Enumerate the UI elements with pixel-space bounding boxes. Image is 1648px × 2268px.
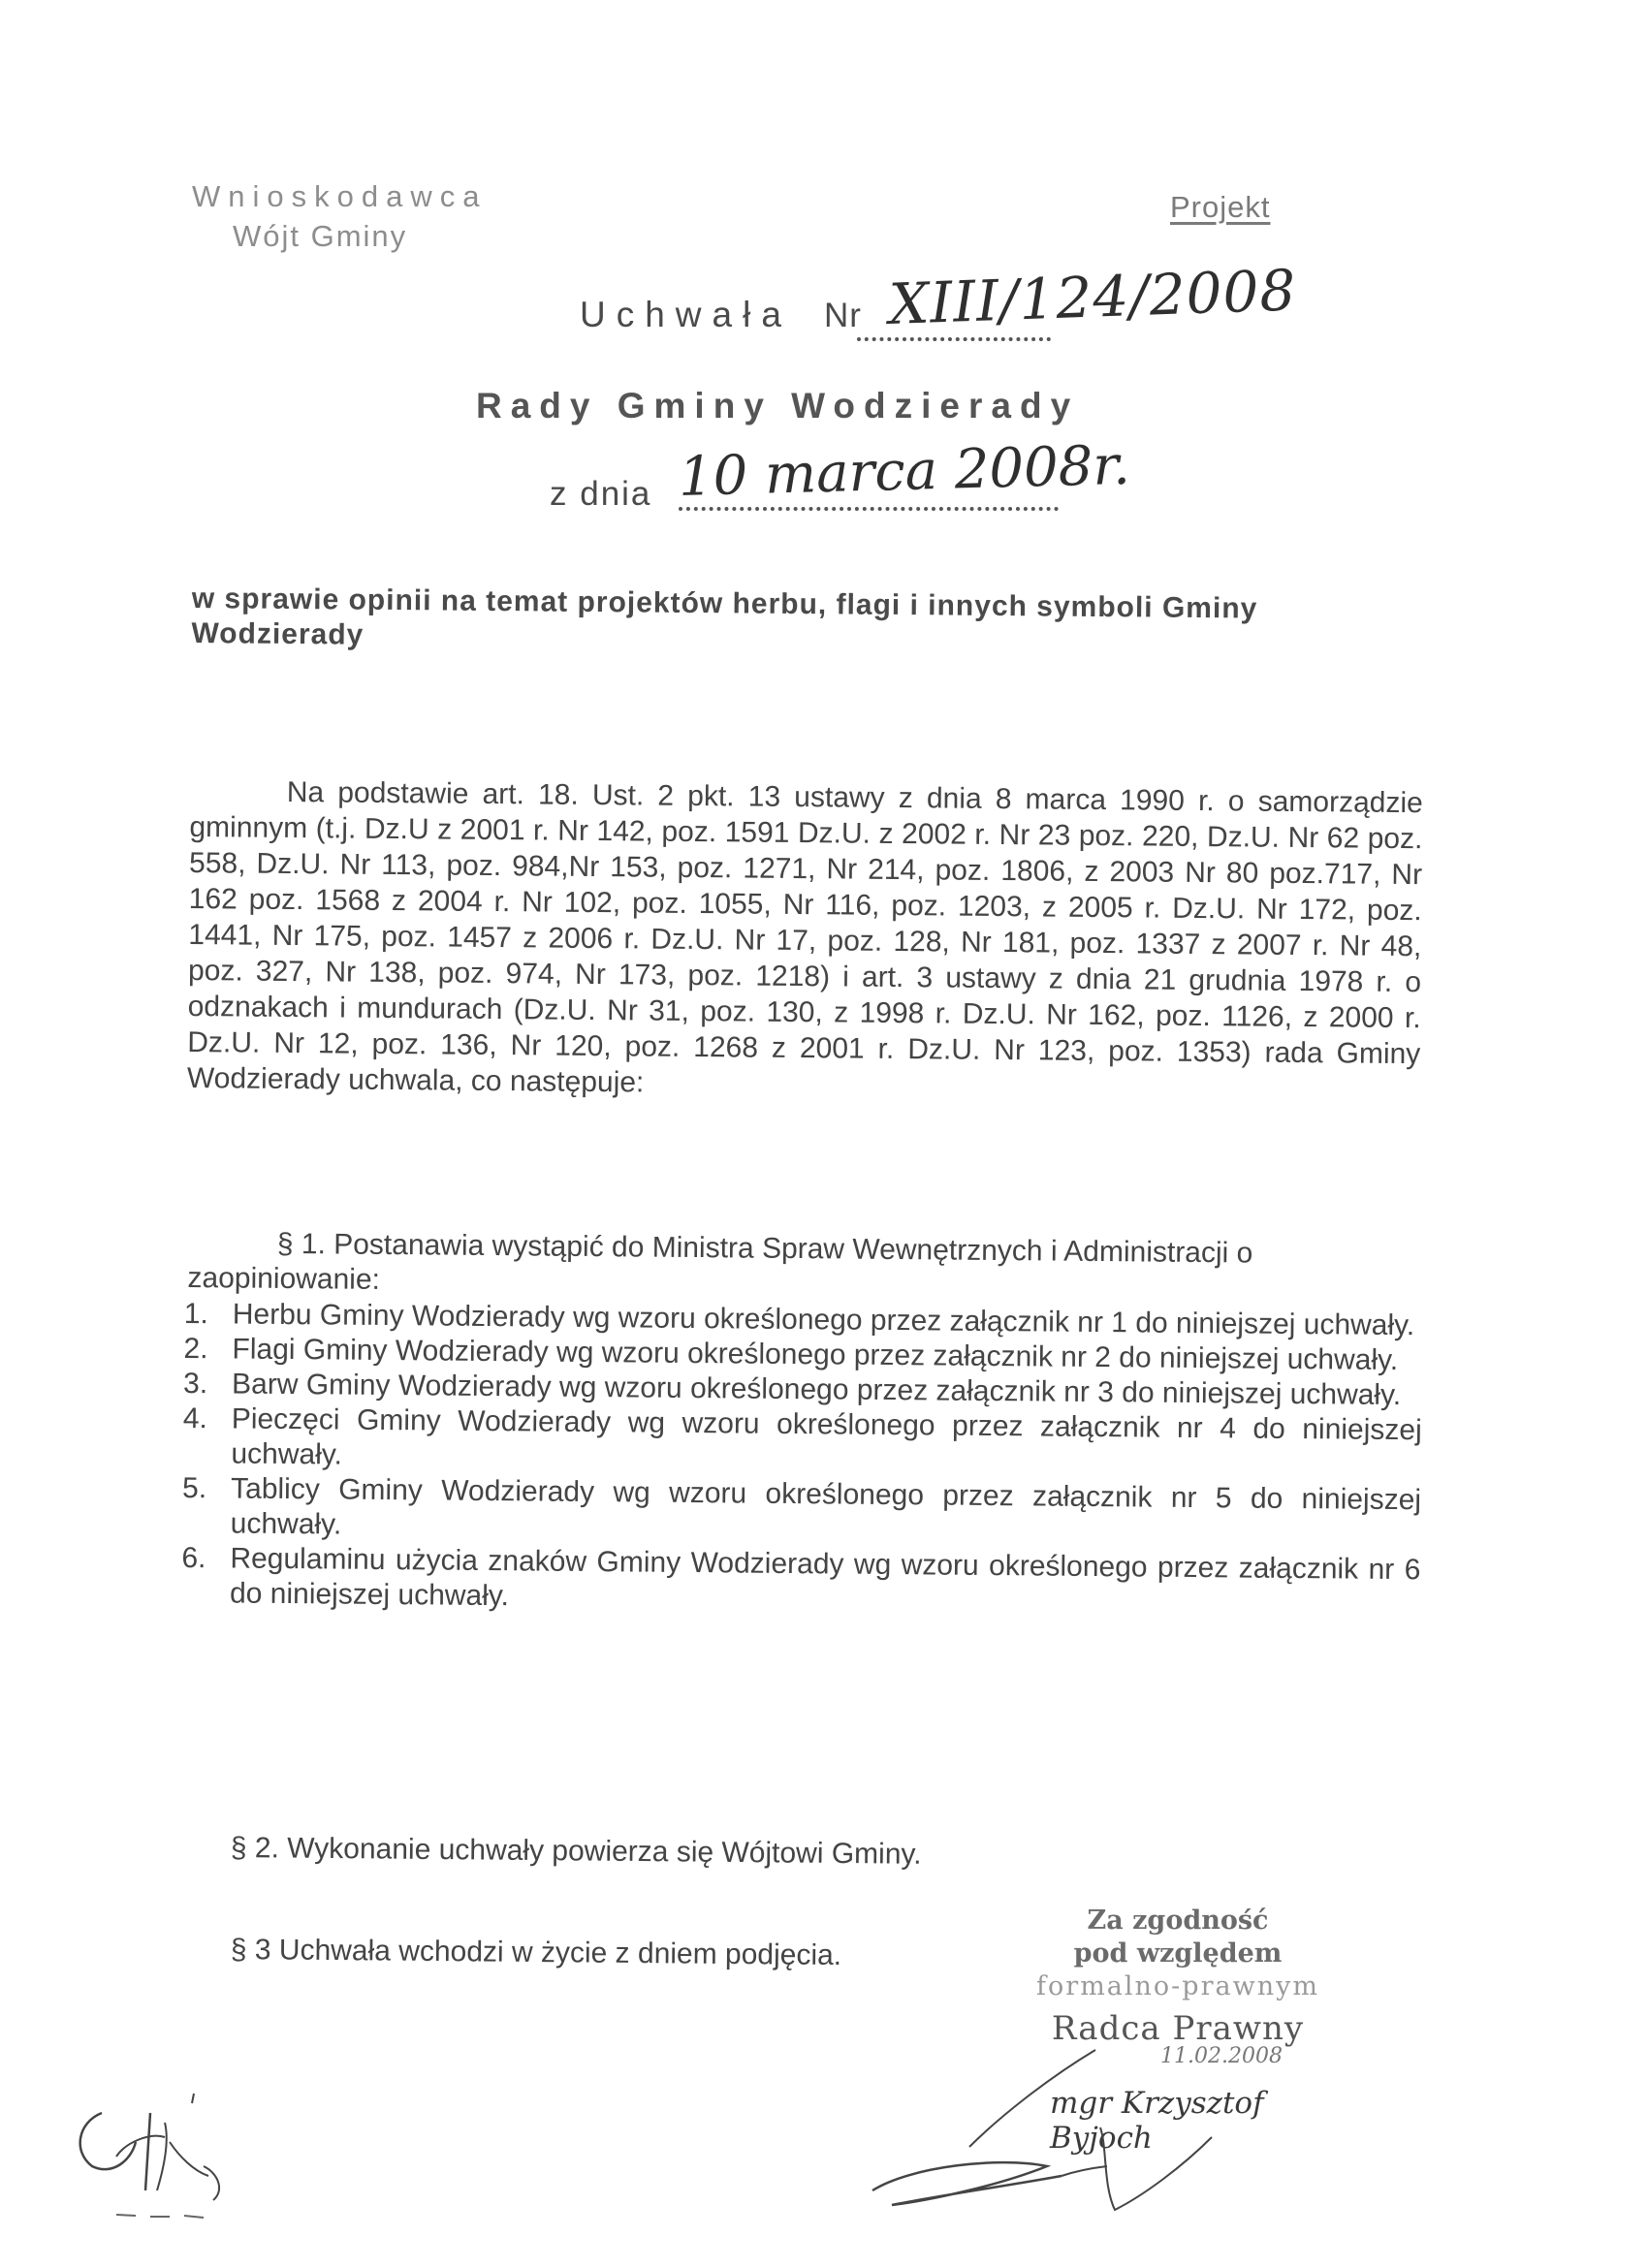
council-name: Rady Gminy Wodzierady: [476, 386, 1080, 425]
section-1-list: [181, 1297, 1423, 1622]
applicant-role: Wójt Gminy: [233, 219, 408, 253]
draft-label: Projekt: [1170, 190, 1271, 224]
list-item-text: Herbu Gminy Wodzierady wg wzoru określonego przez załącznik nr 1 do niniejszej uchwały.: [232, 1298, 1415, 1342]
list-item-number: 2.: [183, 1332, 208, 1366]
date-dotted-line: [679, 507, 1059, 511]
list-item-number: 5.: [181, 1471, 207, 1505]
date-label: z dnia: [550, 475, 652, 513]
applicant-label: Wnioskodawca: [192, 179, 488, 213]
list-item-number: 3.: [182, 1367, 208, 1401]
stamp-line-3: formalno-prawnym: [1036, 1971, 1319, 2001]
section-2: § 2. Wykonanie uchwały powierza się Wójtowi Gminy.: [230, 1832, 922, 1871]
number-dotted-line: [857, 337, 1051, 341]
date-handwritten: 10 marca 2008r.: [678, 433, 1131, 509]
stamp-line-1: Za zgodność: [1087, 1906, 1269, 1936]
initials-signature: [58, 2084, 252, 2239]
resolution-nr-label: Nr: [824, 297, 862, 334]
resolution-subject: w sprawie opinii na temat projektów herbu, flagi i innych symboli Gminy Wodzierady: [191, 582, 1258, 651]
list-item-number: 4.: [182, 1402, 207, 1435]
stamp-role: Radca Prawny: [1051, 2009, 1305, 2048]
stamp-name: mgr Krzysztof Byjoch: [1050, 2086, 1264, 2156]
list-item-text: Pieczęci Gminy Wodzierady wg wzoru określonego przez załącznik nr 4 do niniejszej uchwały.: [231, 1402, 1422, 1471]
resolution-title: Uchwała: [580, 295, 792, 334]
list-item: [182, 1471, 1422, 1553]
list-item: [181, 1541, 1421, 1622]
list-item-text: Regulaminu użycia znaków Gminy Wodzierady wg wzoru określonego przez załącznik nr 6 do niniejszej uchwały.: [229, 1542, 1421, 1613]
list-item-text: Flagi Gminy Wodzierady wg wzoru określonego przez załącznik nr 2 do niniejszej uchwały.: [232, 1333, 1399, 1377]
list-item-number: 6.: [181, 1541, 206, 1575]
section-3: § 3 Uchwała wchodzi w życie z dniem podjęcia.: [230, 1934, 842, 1972]
legal-basis-paragraph: Na podstawie art. 18. Ust. 2 pkt. 13 ustawy z dnia 8 marca 1990 r. o samorządzie gminnym (t.j. Dz.U z 2001 r. Nr 142, poz. 1591 Dz.U. z 2002 r. Nr 23 poz. 220, Dz.U. Nr 62 poz. 558, Dz.U. Nr 113, poz. 984,Nr 153, poz. 1271, Nr 214, poz. 1806, z 2003 Nr 80 poz.717, Nr 162 poz. 1568 z 2004 r. Nr 102, poz. 1055, Nr 116, poz. 1203, z 2005 r. Dz.U. Nr 172, poz. 1441, Nr 175, poz. 1457 z 2006 r. Dz.U. Nr 17, poz. 128, Nr 181, poz. 1337 z 2007 r. Nr 48, poz. 327, Nr 138, poz. 974, Nr 173, poz. 1218) i art. 3 ustawy z dnia 21 grudnia 1978 r. o odznakach i mundurach (Dz.U. Nr 31, poz. 130, z 1998 r. Dz.U. Nr 162, poz. 1126, z 2000 r. Dz.U. Nr 12, poz. 136, Nr 120, poz. 1268 z 2001 r. Dz.U. Nr 123, poz. 1353) rada Gminy Wodzierady uchwala, co następuje:: [186, 775, 1423, 1099]
stamp-line-2: pod względem: [1073, 1938, 1283, 1969]
resolution-number-handwritten: XIII/124/2008: [887, 257, 1298, 337]
list-item-text: Barw Gminy Wodzierady wg wzoru określonego przez załącznik nr 3 do niniejszej uchwały.: [231, 1368, 1402, 1412]
section-1-intro: § 1. Postanawia wystąpić do Ministra Spraw Wewnętrznych i Administracji o zaopiniowanie:: [187, 1227, 1253, 1296]
list-item-text: Tablicy Gminy Wodzierady wg wzoru określonego przez załącznik nr 5 do niniejszej uchwały.: [230, 1472, 1422, 1541]
list-item-number: 1.: [183, 1298, 209, 1331]
stamp-date: 11.02.2008: [1160, 2044, 1283, 2068]
legal-counsel-signature: [853, 2040, 1260, 2234]
list-item: [182, 1402, 1422, 1483]
